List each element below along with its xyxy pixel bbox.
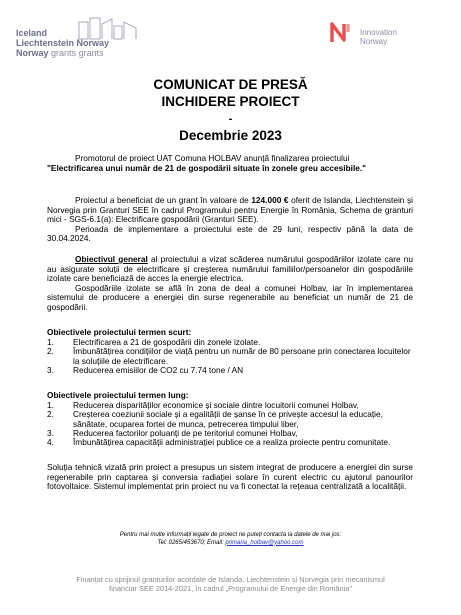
implementation-period-text: Perioada de implementare a proiectului este de 29 luni, respectiv până la data de 30.04.2024. (47, 223, 413, 244)
innovation-norway-logo (330, 20, 440, 56)
list-item (47, 438, 413, 447)
logo-line-iceland: Iceland (16, 28, 48, 38)
logo-line-grants-b: grants (78, 48, 104, 58)
footer-financing-note (0, 575, 461, 594)
grant-amount: 124.000 € (251, 195, 289, 205)
list-item-text: Creșterea coeziunii sociale și a egalității de șanse în ce privește accesul la educație, sănătate, ocuparea fortei de munca, petrecerea timpului liber, (73, 409, 383, 429)
project-name: "Electrificarea unui număr de 21 de gospodării situate în zonele greu accesibile." (47, 162, 367, 173)
list-item-number: 2. (47, 346, 54, 357)
footer-line-1: Finanțat cu sprijinul granturilor acordate de Islanda, Liechtenstein și Norvegia prin mecanismul (76, 575, 385, 584)
list-item-number: 1. (47, 337, 54, 347)
list-item-text: Reducerea emisiilor de CO2 cu 7.74 tone / AN (73, 364, 244, 375)
date-title: Decembrie 2023 (179, 128, 282, 143)
list-item-text: Electrificarea a 21 de gospodării din zonele izolate. (73, 337, 261, 347)
list-item-text: Îmbunătățirea capacității administrației publice ce a realiza proiecte pentru comunitate. (73, 437, 391, 448)
innovation-norway-text (360, 28, 397, 46)
logo-line-liechtenstein: Liechtenstein (16, 38, 75, 48)
intro-text: Promotorul de proiect UAT Comuna HOLBAV anunță finalizarea proiectului (75, 153, 350, 163)
list-item-number: 2. (47, 409, 54, 420)
contact-info (0, 532, 461, 547)
short-term-list (47, 338, 413, 375)
logo-norway: Norway (360, 37, 388, 46)
footer-line-2: financiar SEE 2014-2021, în cadrul „Programului de Energie din România" (109, 584, 352, 594)
logo-line-norway: Norway (16, 48, 49, 58)
list-item-text: Reducerea disparităților economice și sociale dintre locuitorii comunei Holbav, (73, 400, 359, 410)
long-term-list (47, 401, 413, 447)
list-item-text: Reducerea factorilor poluanți de pe teritoriul comunei Holbav, (73, 427, 298, 438)
press-release-title: COMUNICAT DE PRESĂ (153, 77, 308, 92)
logo-innovation: Innovation (360, 28, 397, 37)
short-term-heading: Obiectivele proiectului termen scurt: (47, 327, 192, 337)
logo-line-norway-b: Norway (76, 38, 110, 48)
contact-phone: Tel: 0265/453670; Email: (157, 539, 226, 546)
general-objective-paragraph (47, 255, 413, 313)
closing-project-title: INCHIDERE PROIECT (161, 94, 300, 109)
list-item-number: 3. (47, 364, 54, 375)
list-item-number: 4. (47, 437, 54, 448)
intro-paragraph (47, 154, 413, 173)
long-term-heading: Obiectivele proiectului termen lung: (47, 390, 189, 400)
financing-text-a: Proiectul a beneficiat de un grant în valoare de (75, 195, 252, 205)
list-item (47, 347, 413, 366)
list-item-number: 1. (47, 400, 54, 410)
list-item (47, 366, 413, 375)
general-objective-label: Obiectivul general (75, 254, 148, 264)
list-item-number: 3. (47, 427, 54, 438)
list-item (47, 410, 413, 429)
contact-email-link[interactable]: primaria_holbav@yahoo.com (225, 539, 304, 546)
list-item-text: Îmbunătățirea condițiilor de viață pentru un număr de 80 persoane prin conectarea locuitelor la soluțiile de electrificare. (73, 346, 411, 366)
contact-line: Pentru mai multe informații legate de proiect ne puteți contacta la datele de mai jos: (119, 532, 342, 538)
households-text: Gospodăriile izolate se află în zona de deal a comunei Holbav, iar în implementarea sistemului de producere a energiei din surse regenerabile au beneficiat un număr de 21 de gospodării. (47, 282, 413, 312)
financing-paragraph (47, 196, 413, 244)
financing-text-b: oferit de Islanda, Liechtenstein și Norvegia prin Granturi SEE în cadrul Programului pentru Energie în România, Schema de granturi mici - SGS-6.1(a): Electrificare gospodării (Granturi SEE). (47, 195, 413, 225)
logo-line-grants: grants (51, 48, 77, 58)
eea-grants-logo (16, 16, 141, 62)
title-dash: - (228, 113, 233, 125)
technical-solution-paragraph: Soluția tehnică vizată prin proiect a presupus un sistem integrat de producere a energiei din surse regenerabile prin captarea și conversia radiației solare în curent electric cu ajutorul panourilor fotovoltaice. Sistemul implementat prin proiect nu va fi conectat la rețeaua centralizată a localității. (47, 462, 413, 492)
general-objective-text: al proiectului a vizat scăderea numărului gospodăriilor izolate care nu au asigurate soluții de electrificare și creșterea numărului familiilor/persoanelor din gospodăriile izolate care beneficiază de acces la energie electrica. (47, 254, 413, 284)
innovation-norway-icon (330, 20, 354, 44)
grants-skyline-icon (78, 16, 140, 40)
